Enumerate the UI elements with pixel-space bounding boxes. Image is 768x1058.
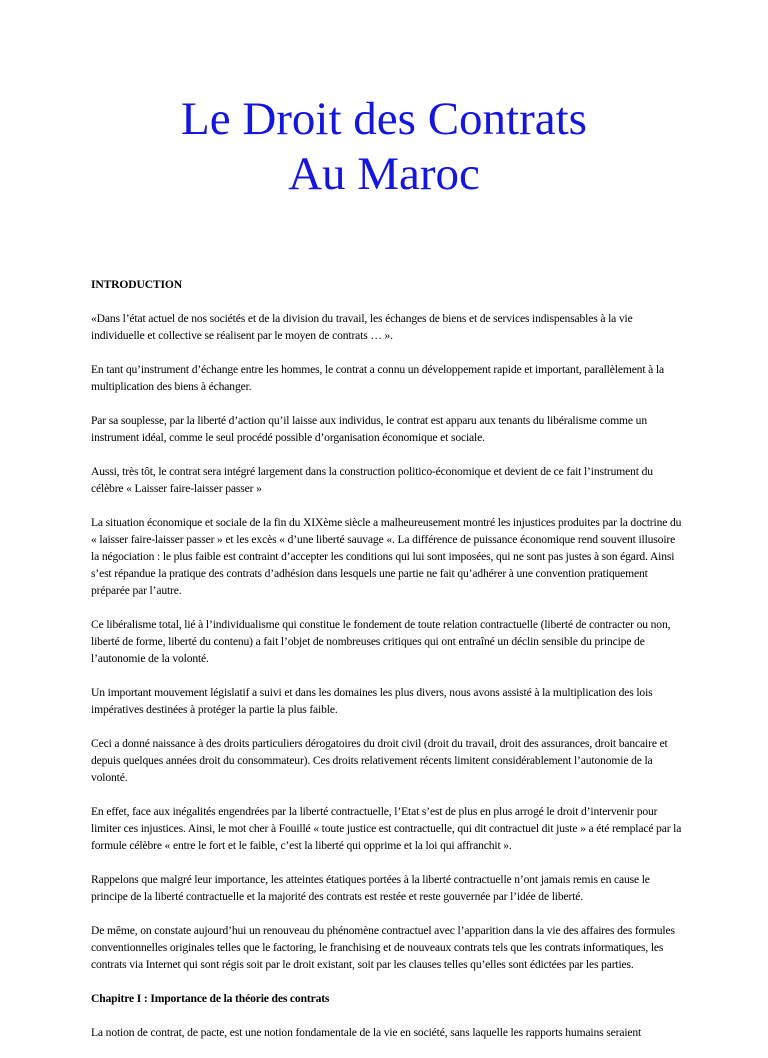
paragraph-2: En tant qu’instrument d’échange entre les hommes, le contrat a connu un développement rapide et important, parallèlement à la multiplication des biens à échanger. (91, 363, 664, 393)
paragraph-7: Un important mouvement législatif a suivi et dans les domaines les plus divers, nous avons assisté à la multiplication des lois impératives destinées à protéger la partie la plus faible. (91, 686, 653, 716)
document-title (0, 92, 768, 202)
paragraph-6: Ce libéralisme total, lié à l’individualisme qui constitue le fondement de toute relation contractuelle (liberté de contracter ou non, liberté de forme, liberté du contenu) a fait l’objet de nombreuses critiques qui ont entraîné un déclin sensible du principe de l’autonomie de la volonté. (91, 618, 671, 665)
paragraph-11: De même, on constate aujourd’hui un renouveau du phénomène contractuel avec l’apparition dans la vie des affaires des formules conventionnelles originales telles que le factoring, le franchising et de nouveaux contrats tels que les contrats informatiques, les contrats via Internet qui sont régis soit par le droit existant, soit par les clauses telles qu’elles sont édictées par les parties. (91, 924, 675, 971)
paragraph-8: Ceci a donné naissance à des droits particuliers dérogatoires du droit civil (droit du travail, droit des assurances, droit bancaire et depuis quelques années droit du consommateur). Ces droits relativement récents limitent considérablement l’autonomie de la volonté. (91, 737, 668, 784)
document-title-line-2: Au Maroc (288, 148, 480, 200)
paragraph-1: «Dans l’état actuel de nos sociétés et de la division du travail, les échanges de biens et de services indispensables à la vie individuelle et collective se réalisent par le moyen de contrats … ». (91, 312, 633, 342)
paragraph-3: Par sa souplesse, par la liberté d’action qu’il laisse aux individus, le contrat est apparu aux tenants du libéralisme comme un instrument idéal, comme le seul procédé possible d’organisation économique et sociale. (91, 414, 647, 444)
introduction-heading: INTRODUCTION (91, 278, 182, 291)
document-title-line-1: Le Droit des Contrats (181, 93, 587, 145)
paragraph-5: La situation économique et sociale de la fin du XIXème siècle a malheureusement montré les injustices produites par la doctrine du « laisser faire-laisser passer » et les excès « d’une liberté sauvage «. La différence de puissance économique rend souvent illusoire la négociation : le plus faible est contraint d’accepter les conditions qui lui sont imposées, qui ne sont pas justes à son égard. Ainsi s’est répandue la pratique des contrats d’adhésion dans lesquels une partie ne fait qu’adhérer à une convention pratiquement préparée par l’autre. (91, 516, 682, 597)
paragraph-10: Rappelons que malgré leur importance, les atteintes étatiques portées à la liberté contractuelle n’ont jamais remis en cause le principe de la liberté contractuelle et la majorité des contrats est restée et reste gouvernée par l’idée de liberté. (91, 873, 650, 903)
chapter-paragraph: La notion de contrat, de pacte, est une notion fondamentale de la vie en société, sans laquelle les rapports humains seraient (91, 1026, 642, 1039)
document-body (91, 276, 683, 1058)
paragraph-4: Aussi, très tôt, le contrat sera intégré largement dans la construction politico-économique et devient de ce fait l’instrument du célèbre « Laisser faire-laisser passer » (91, 465, 653, 495)
chapter-heading: Chapitre I : Importance de la théorie des contrats (91, 992, 330, 1005)
paragraph-9: En effet, face aux inégalités engendrées par la liberté contractuelle, l’Etat s’est de plus en plus arrogé le droit d’intervenir pour limiter ces injustices. Ainsi, le mot cher à Fouillé « toute justice est contractuelle, qui dit contractuel dit juste » a été remplacé par la formule célèbre « entre le fort et le faible, c’est la liberté qui opprime et la loi qui affranchit ». (91, 805, 682, 852)
